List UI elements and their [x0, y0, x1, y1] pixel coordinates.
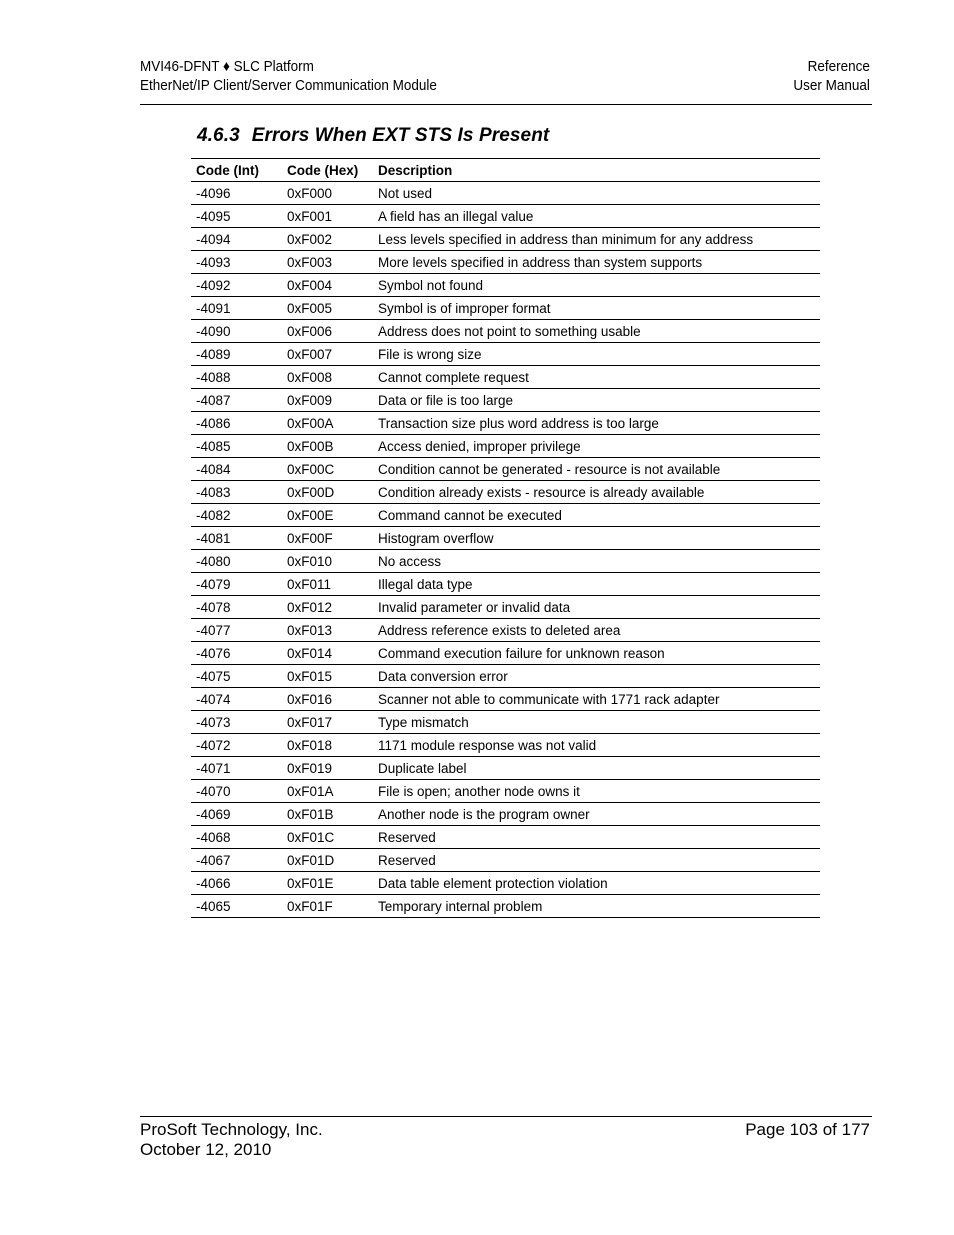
cell-code-hex: 0xF010	[282, 550, 373, 573]
cell-code-int: -4074	[191, 688, 282, 711]
cell-description: Less levels specified in address than minimum for any address	[373, 228, 820, 251]
cell-code-int: -4070	[191, 780, 282, 803]
cell-code-hex: 0xF004	[282, 274, 373, 297]
cell-code-int: -4072	[191, 734, 282, 757]
table-row	[191, 688, 820, 711]
cell-code-int: -4067	[191, 849, 282, 872]
cell-code-int: -4091	[191, 297, 282, 320]
section-heading	[197, 125, 549, 147]
cell-code-hex: 0xF001	[282, 205, 373, 228]
table-row	[191, 849, 820, 872]
table-row	[191, 527, 820, 550]
column-header-code-hex: Code (Hex)	[282, 159, 373, 182]
cell-code-int: -4096	[191, 182, 282, 205]
column-header-description: Description	[373, 159, 820, 182]
cell-code-hex: 0xF019	[282, 757, 373, 780]
table-row	[191, 757, 820, 780]
cell-code-hex: 0xF01F	[282, 895, 373, 918]
cell-code-hex: 0xF012	[282, 596, 373, 619]
cell-description: Duplicate label	[373, 757, 820, 780]
error-code-table	[191, 158, 820, 918]
cell-code-int: -4082	[191, 504, 282, 527]
cell-code-int: -4065	[191, 895, 282, 918]
cell-code-hex: 0xF008	[282, 366, 373, 389]
cell-description: Condition already exists - resource is already available	[373, 481, 820, 504]
cell-description: Data or file is too large	[373, 389, 820, 412]
cell-code-hex: 0xF002	[282, 228, 373, 251]
table-row	[191, 458, 820, 481]
header-section: Reference	[807, 58, 870, 75]
cell-description: Illegal data type	[373, 573, 820, 596]
table-row	[191, 803, 820, 826]
cell-description: Data conversion error	[373, 665, 820, 688]
table-row	[191, 642, 820, 665]
cell-code-hex: 0xF003	[282, 251, 373, 274]
table-header-row	[191, 159, 820, 182]
cell-description: Reserved	[373, 849, 820, 872]
cell-description: Command cannot be executed	[373, 504, 820, 527]
table-row	[191, 251, 820, 274]
cell-code-int: -4076	[191, 642, 282, 665]
cell-code-int: -4095	[191, 205, 282, 228]
table-row	[191, 596, 820, 619]
table-row	[191, 481, 820, 504]
header-module-name: EtherNet/IP Client/Server Communication Module	[140, 77, 437, 94]
cell-code-int: -4069	[191, 803, 282, 826]
cell-description: Condition cannot be generated - resource is not available	[373, 458, 820, 481]
cell-code-hex: 0xF009	[282, 389, 373, 412]
cell-code-int: -4081	[191, 527, 282, 550]
cell-code-int: -4075	[191, 665, 282, 688]
cell-code-hex: 0xF00E	[282, 504, 373, 527]
cell-description: Symbol is of improper format	[373, 297, 820, 320]
cell-code-hex: 0xF01B	[282, 803, 373, 826]
cell-description: 1171 module response was not valid	[373, 734, 820, 757]
cell-description: More levels specified in address than system supports	[373, 251, 820, 274]
page-footer	[140, 1120, 870, 1160]
cell-code-int: -4066	[191, 872, 282, 895]
table-row	[191, 297, 820, 320]
table-row	[191, 412, 820, 435]
cell-code-hex: 0xF01C	[282, 826, 373, 849]
cell-code-hex: 0xF000	[282, 182, 373, 205]
table-row	[191, 619, 820, 642]
cell-code-int: -4080	[191, 550, 282, 573]
cell-code-hex: 0xF01D	[282, 849, 373, 872]
cell-description: Temporary internal problem	[373, 895, 820, 918]
table-row	[191, 274, 820, 297]
cell-code-hex: 0xF005	[282, 297, 373, 320]
cell-code-hex: 0xF01A	[282, 780, 373, 803]
header-left	[140, 57, 437, 95]
table-row	[191, 826, 820, 849]
table-row	[191, 228, 820, 251]
table-row	[191, 780, 820, 803]
cell-code-int: -4068	[191, 826, 282, 849]
cell-description: Another node is the program owner	[373, 803, 820, 826]
cell-description: Transaction size plus word address is too large	[373, 412, 820, 435]
cell-code-hex: 0xF01E	[282, 872, 373, 895]
table-row	[191, 343, 820, 366]
cell-code-hex: 0xF006	[282, 320, 373, 343]
cell-code-int: -4083	[191, 481, 282, 504]
table-row	[191, 182, 820, 205]
cell-code-hex: 0xF00D	[282, 481, 373, 504]
footer-page-number: Page 103 of 177	[745, 1120, 870, 1139]
table-row	[191, 366, 820, 389]
cell-code-int: -4078	[191, 596, 282, 619]
cell-code-hex: 0xF00F	[282, 527, 373, 550]
table-row	[191, 734, 820, 757]
cell-description: Address reference exists to deleted area	[373, 619, 820, 642]
footer-company: ProSoft Technology, Inc.	[140, 1120, 323, 1139]
cell-code-int: -4085	[191, 435, 282, 458]
cell-code-hex: 0xF00B	[282, 435, 373, 458]
footer-left	[140, 1120, 323, 1160]
cell-description: Data table element protection violation	[373, 872, 820, 895]
header-right	[793, 57, 870, 95]
cell-description: Symbol not found	[373, 274, 820, 297]
cell-code-hex: 0xF018	[282, 734, 373, 757]
cell-description: No access	[373, 550, 820, 573]
cell-description: Scanner not able to communicate with 1771 rack adapter	[373, 688, 820, 711]
cell-code-int: -4086	[191, 412, 282, 435]
footer-date: October 12, 2010	[140, 1140, 272, 1159]
cell-description: Not used	[373, 182, 820, 205]
table-row	[191, 550, 820, 573]
cell-description: Reserved	[373, 826, 820, 849]
section-number: 4.6.3	[197, 125, 240, 146]
cell-description: Histogram overflow	[373, 527, 820, 550]
table-row	[191, 711, 820, 734]
header-divider	[140, 104, 872, 105]
cell-code-hex: 0xF013	[282, 619, 373, 642]
cell-code-int: -4090	[191, 320, 282, 343]
cell-code-hex: 0xF00C	[282, 458, 373, 481]
cell-code-int: -4093	[191, 251, 282, 274]
cell-code-int: -4094	[191, 228, 282, 251]
table-row	[191, 389, 820, 412]
cell-code-hex: 0xF017	[282, 711, 373, 734]
table-row	[191, 665, 820, 688]
column-header-code-int: Code (Int)	[191, 159, 282, 182]
header-doc-type: User Manual	[793, 77, 870, 94]
cell-code-hex: 0xF011	[282, 573, 373, 596]
table-row	[191, 895, 820, 918]
cell-code-int: -4073	[191, 711, 282, 734]
cell-code-int: -4077	[191, 619, 282, 642]
table-row	[191, 872, 820, 895]
table-row	[191, 320, 820, 343]
footer-divider	[140, 1116, 872, 1117]
cell-description: Command execution failure for unknown reason	[373, 642, 820, 665]
cell-code-int: -4088	[191, 366, 282, 389]
cell-description: File is open; another node owns it	[373, 780, 820, 803]
cell-description: Address does not point to something usable	[373, 320, 820, 343]
cell-description: Access denied, improper privilege	[373, 435, 820, 458]
cell-code-int: -4079	[191, 573, 282, 596]
cell-description: File is wrong size	[373, 343, 820, 366]
cell-code-int: -4092	[191, 274, 282, 297]
table-row	[191, 205, 820, 228]
table-row	[191, 504, 820, 527]
cell-description: A field has an illegal value	[373, 205, 820, 228]
header-product-line: MVI46-DFNT ♦ SLC Platform	[140, 58, 314, 75]
table-row	[191, 435, 820, 458]
cell-description: Invalid parameter or invalid data	[373, 596, 820, 619]
cell-code-hex: 0xF00A	[282, 412, 373, 435]
cell-code-hex: 0xF007	[282, 343, 373, 366]
cell-code-hex: 0xF014	[282, 642, 373, 665]
cell-code-int: -4089	[191, 343, 282, 366]
table-body	[191, 182, 820, 918]
table-row	[191, 573, 820, 596]
cell-description: Cannot complete request	[373, 366, 820, 389]
cell-code-int: -4071	[191, 757, 282, 780]
cell-code-hex: 0xF015	[282, 665, 373, 688]
cell-code-hex: 0xF016	[282, 688, 373, 711]
cell-code-int: -4087	[191, 389, 282, 412]
page-header	[140, 57, 870, 95]
cell-code-int: -4084	[191, 458, 282, 481]
section-title: Errors When EXT STS Is Present	[251, 125, 550, 146]
cell-description: Type mismatch	[373, 711, 820, 734]
